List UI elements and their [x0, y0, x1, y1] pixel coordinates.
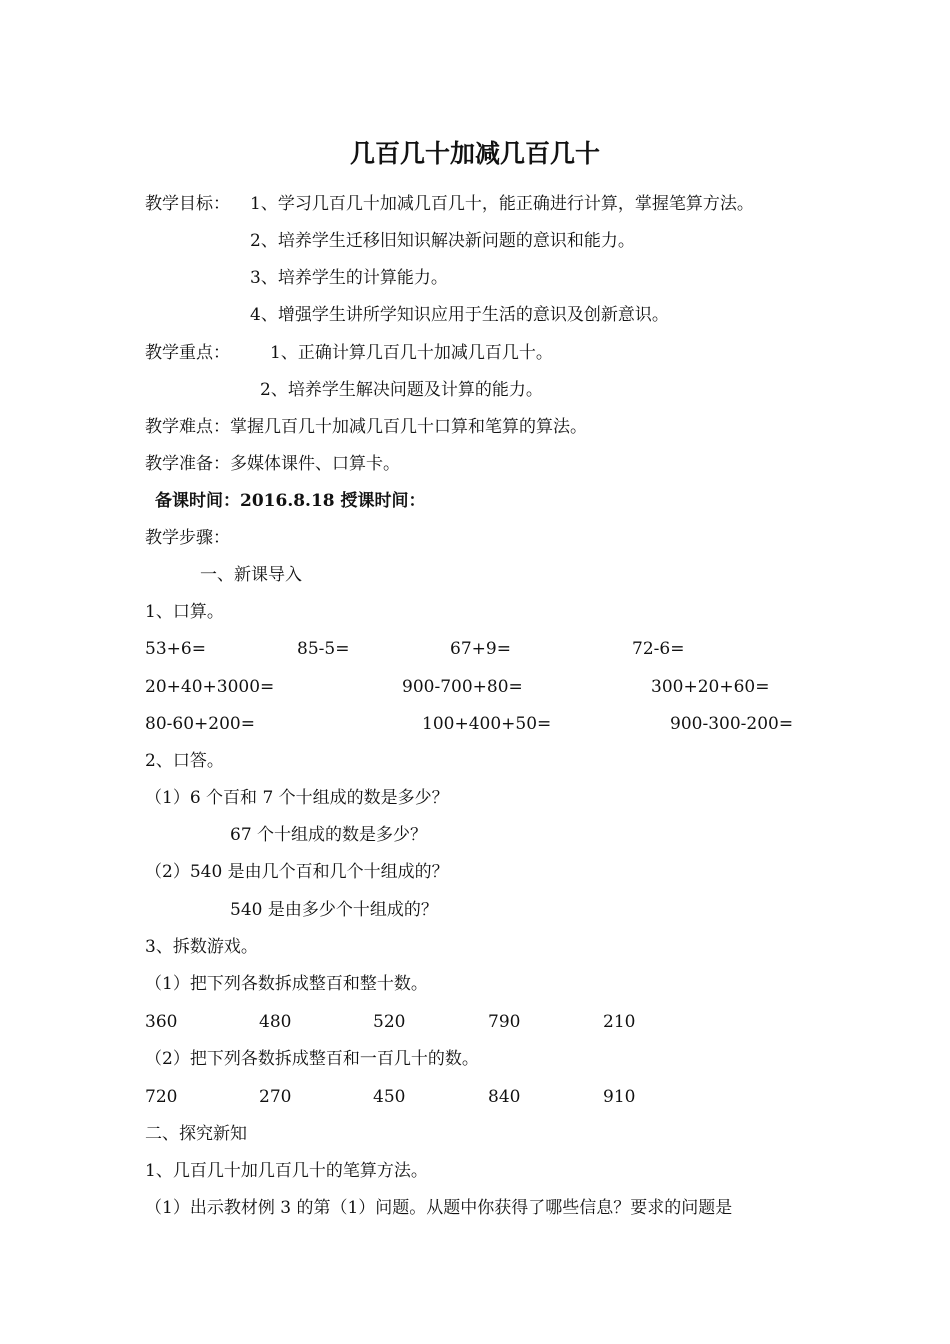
document-title: 几百几十加减几百几十 — [349, 139, 600, 168]
oral-calc-label: 1、口算。 — [145, 602, 224, 622]
split-number: 210 — [603, 1012, 636, 1032]
goal-item-2: 2、培养学生迁移旧知识解决新问题的意识和能力。 — [250, 231, 635, 251]
calc-item: 900-300-200= — [670, 714, 794, 734]
goal-item-3: 3、培养学生的计算能力。 — [250, 268, 448, 288]
split-number: 450 — [373, 1087, 406, 1107]
oral-answer-q2: （2）540 是由几个百和几个十组成的？ — [145, 862, 449, 882]
goal-item-4: 4、增强学生讲所学知识应用于生活的意识及创新意识。 — [250, 305, 669, 325]
split-game-part1: （1）把下列各数拆成整百和整十数。 — [145, 974, 428, 994]
key-points-label: 教学重点： — [145, 343, 230, 363]
split-number: 270 — [259, 1087, 292, 1107]
calc-item: 67+9= — [450, 639, 511, 659]
section2-sub1-q1: （1）出示教材例 3 的第（1）问题。从题中你获得了哪些信息？要求的问题是 — [145, 1198, 733, 1218]
calc-item: 85-5= — [297, 639, 350, 659]
calc-item: 53+6= — [145, 639, 206, 659]
steps-label: 教学步骤： — [145, 528, 230, 548]
split-number: 720 — [145, 1087, 178, 1107]
split-game-label: 3、拆数游戏。 — [145, 937, 258, 957]
oral-answer-q1: （1）6 个百和 7 个十组成的数是多少？ — [145, 788, 449, 808]
split-number: 480 — [259, 1012, 292, 1032]
section1-heading: 一、新课导入 — [200, 565, 302, 585]
calc-item: 72-6= — [632, 639, 685, 659]
schedule-line: 备课时间：2016.8.18 授课时间： — [155, 491, 426, 511]
oral-answer-label: 2、口答。 — [145, 751, 224, 771]
goals-label: 教学目标： — [145, 194, 230, 214]
calc-item: 80-60+200= — [145, 714, 255, 734]
calc-item: 900-700+80= — [402, 677, 523, 697]
calc-item: 20+40+3000= — [145, 677, 275, 697]
split-game-part2: （2）把下列各数拆成整百和一百几十的数。 — [145, 1049, 479, 1069]
difficulty-line: 教学难点：掌握几百几十加减几百几十口算和笔算的算法。 — [145, 417, 587, 437]
split-number: 520 — [373, 1012, 406, 1032]
split-number: 360 — [145, 1012, 178, 1032]
preparation-line: 教学准备：多媒体课件、口算卡。 — [145, 454, 400, 474]
calc-item: 100+400+50= — [422, 714, 552, 734]
oral-answer-q1b: 67 个十组成的数是多少？ — [230, 825, 428, 845]
key-point-2: 2、培养学生解决问题及计算的能力。 — [260, 380, 543, 400]
section2-heading: 二、探究新知 — [145, 1124, 247, 1144]
split-number: 840 — [488, 1087, 521, 1107]
split-number: 790 — [488, 1012, 521, 1032]
goal-item-1: 1、学习几百几十加减几百几十，能正确进行计算，掌握笔算方法。 — [250, 194, 754, 214]
calc-item: 300+20+60= — [651, 677, 770, 697]
section2-sub1: 1、几百几十加几百几十的笔算方法。 — [145, 1161, 428, 1181]
split-number: 910 — [603, 1087, 636, 1107]
key-point-1: 1、正确计算几百几十加减几百几十。 — [270, 343, 553, 363]
oral-answer-q2b: 540 是由多少个十组成的？ — [230, 900, 438, 920]
